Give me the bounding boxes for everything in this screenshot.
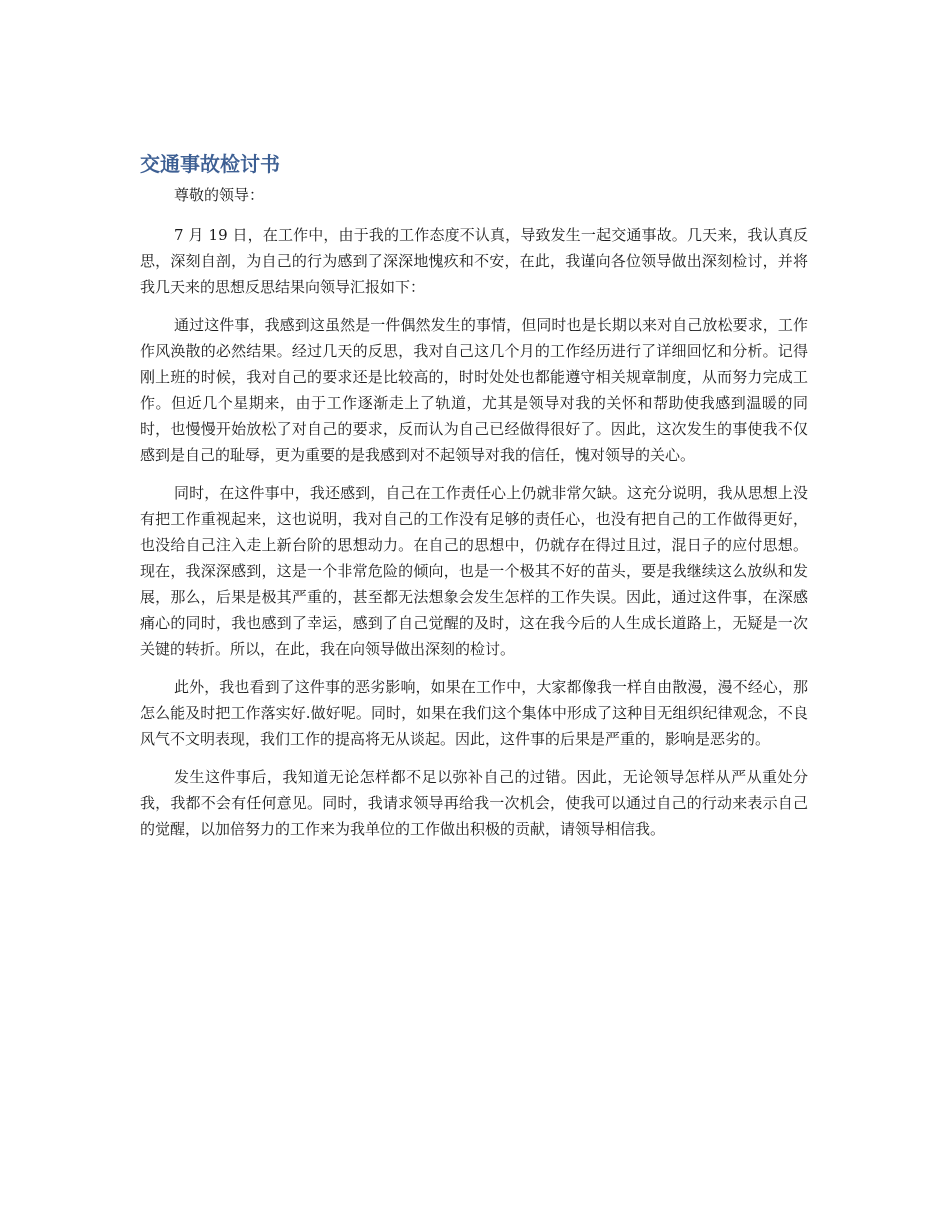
paragraph-4: 此外，我也看到了这件事的恶劣影响，如果在工作中，大家都像我一样自由散漫，漫不经心，那怎么能及时把工作落实好.做好呢。同时，如果在我们这个集体中形成了这种目无组织纪律观念，不良风气不文明表现，我们工作的提高将无从谈起。因此，这件事的后果是严重的，影响是恶劣的。 (140, 678, 808, 748)
paragraph-3: 同时，在这件事中，我还感到，自己在工作责任心上仍就非常欠缺。这充分说明，我从思想上没有把工作重视起来，这也说明，我对自己的工作没有足够的责任心，也没有把自己的工作做得更好，也没给自己注入走上新台阶的思想动力。在自己的思想中，仍就存在得过且过，混日子的应付思想。现在，我深深感到，这是一个非常危险的倾向，也是一个极其不好的苗头，要是我继续这么放纵和发展，那么，后果是极其严重的，甚至都无法想象会发生怎样的工作失误。因此，通过这件事，在深感痛心的同时，我也感到了幸运，感到了自己觉醒的及时，这在我今后的人生成长道路上，无疑是一次关键的转折。所以，在此，我在向领导做出深刻的检讨。 (140, 484, 808, 658)
salutation: 尊敬的领导： (174, 186, 265, 204)
paragraph-1: 7 月 19 日，在工作中，由于我的工作态度不认真，导致发生一起交通事故。几天来，我认真反思，深刻自剖，为自己的行为感到了深深地愧疚和不安，在此，我谨向各位领导做出深刻检讨，并将我几天来的思想反思结果向领导汇报如下： (140, 226, 808, 296)
paragraph-5: 发生这件事后，我知道无论怎样都不足以弥补自己的过错。因此，无论领导怎样从严从重处分我，我都不会有任何意见。同时，我请求领导再给我一次机会，使我可以通过自己的行动来表示自己的觉醒，以加倍努力的工作来为我单位的工作做出积极的贡献，请领导相信我。 (140, 768, 808, 838)
document-page (140, 150, 808, 854)
paragraph-2: 通过这件事，我感到这虽然是一件偶然发生的事情，但同时也是长期以来对自己放松要求，工作作风涣散的必然结果。经过几天的反思，我对自己这几个月的工作经历进行了详细回忆和分析。记得刚上班的时候，我对自己的要求还是比较高的，时时处处也都能遵守相关规章制度，从而努力完成工作。但近几个星期来，由于工作逐渐走上了轨道，尤其是领导对我的关怀和帮助使我感到温暖的同时，也慢慢开始放松了对自己的要求，反而认为自己已经做得很好了。因此，这次发生的事使我不仅感到是自己的耻辱，更为重要的是我感到对不起领导对我的信任，愧对领导的关心。 (140, 316, 808, 464)
document-title: 交通事故检讨书 (140, 152, 280, 176)
